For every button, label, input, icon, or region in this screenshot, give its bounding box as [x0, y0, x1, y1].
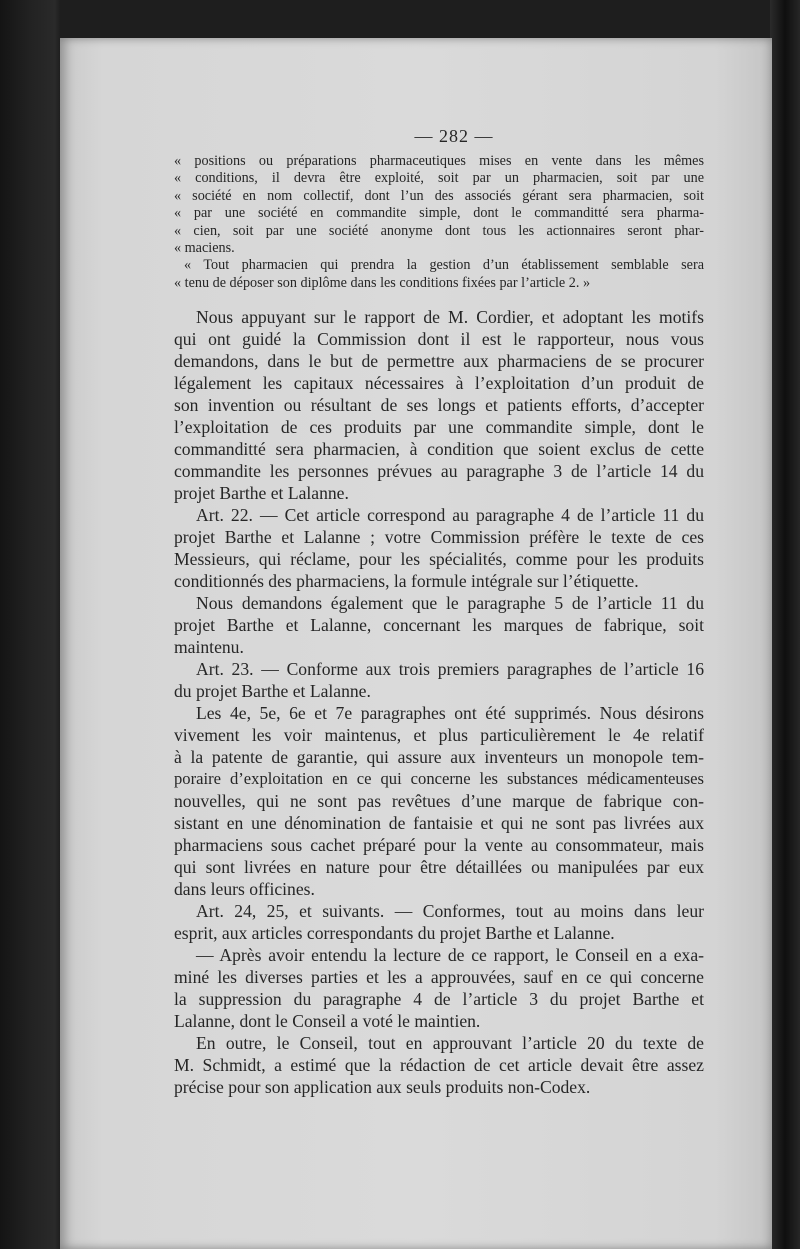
page-content [174, 90, 704, 1098]
quoted-article-text [174, 153, 704, 292]
paragraph [174, 504, 704, 592]
paragraph [174, 900, 704, 944]
text-line: Nous demandons également que le paragraphe 5 de l’article 11 du [196, 593, 704, 614]
text-line: du projet Barthe et Lalanne. [174, 681, 371, 702]
text-line: son invention ou résultant de ses longs et patients efforts, d’accepter [174, 395, 704, 416]
text-line: pharmaciens sous cachet préparé pour la vente au consommateur, mais [174, 835, 704, 856]
text-line: légalement les capitaux nécessaires à l’exploitation d’un produit de [174, 373, 704, 394]
text-line: projet Barthe et Lalanne ; votre Commission préfère le texte de ces [174, 527, 704, 548]
book-page [60, 38, 772, 1249]
text-line: vivement les voir maintenus, et plus particulièrement le 4e relatif [174, 725, 704, 746]
quote-line: « société en nom collectif, dont l’un des associés gérant sera pharmacien, soit [174, 187, 704, 204]
text-line: qui sont livrées en nature pour être détaillées ou manipulées par eux [174, 857, 704, 878]
text-line: conditionnés des pharmaciens, la formule intégrale sur l’étiquette. [174, 571, 639, 592]
text-line: précise pour son application aux seuls produits non-Codex. [174, 1077, 591, 1098]
paragraph [174, 658, 704, 702]
text-line: commandite les personnes prévues au paragraphe 3 de l’article 14 du [174, 461, 704, 482]
quote-line: « maciens. [174, 240, 235, 257]
quote-line: « Tout pharmacien qui prendra la gestion d’un établissement semblable sera [184, 257, 704, 274]
paragraph [174, 944, 704, 1032]
text-line: miné les diverses parties et les a approuvées, sauf en ce qui concerne [174, 967, 704, 988]
text-line: sistant en une dénomination de fantaisie et qui ne sont pas livrées aux [174, 813, 704, 834]
book-binding [770, 0, 800, 1249]
page-number: — 282 — [414, 126, 494, 146]
paragraph [174, 1032, 704, 1098]
text-line: M. Schmidt, a estimé que la rédaction de cet article devait être assez [174, 1055, 704, 1076]
text-line: l’exploitation de ces produits par une commandite simple, dont le [174, 417, 704, 438]
text-line: En outre, le Conseil, tout en approuvant l’article 20 du texte de [196, 1033, 704, 1054]
text-line: projet Barthe et Lalanne, concernant les marques de fabrique, soit [174, 615, 704, 636]
text-line: poraire d’exploitation en ce qui concerne les substances médicamenteuses [174, 769, 704, 789]
text-line: dans leurs officines. [174, 879, 315, 900]
text-line: Art. 22. — Cet article correspond au paragraphe 4 de l’article 11 du [196, 505, 704, 526]
text-line: la suppression du paragraphe 4 de l’article 3 du projet Barthe et [174, 989, 704, 1010]
text-line: — Après avoir entendu la lecture de ce rapport, le Conseil en a exa- [196, 945, 704, 966]
paragraph [174, 702, 704, 900]
text-line: Art. 24, 25, et suivants. — Conformes, tout au moins dans leur [196, 901, 704, 922]
body-text [174, 306, 704, 1098]
text-line: Messieurs, qui réclame, pour les spécialités, comme pour les produits [174, 549, 704, 570]
quote-line: « tenu de déposer son diplôme dans les conditions fixées par l’article 2. » [174, 274, 591, 291]
text-line: demandons, dans le but de permettre aux pharmaciens de se procurer [174, 351, 704, 372]
text-line: qui ont guidé la Commission dont il est le rapporteur, nous vous [174, 329, 704, 350]
quote-line: « conditions, il devra être exploité, soit par un pharmacien, soit par une [174, 170, 704, 187]
text-line: nouvelles, qui ne sont pas revêtues d’une marque de fabrique con- [174, 791, 704, 812]
text-line: commanditté sera pharmacien, à condition que soient exclus de cette [174, 439, 704, 460]
text-line: Nous appuyant sur le rapport de M. Cordier, et adoptant les motifs [196, 307, 704, 328]
text-line: Art. 23. — Conforme aux trois premiers paragraphes de l’article 16 [196, 659, 704, 680]
quote-line: « par une société en commandite simple, dont le commanditté sera pharma- [174, 205, 704, 222]
text-line: maintenu. [174, 637, 244, 658]
text-line: projet Barthe et Lalanne. [174, 483, 349, 504]
quote-line: « cien, soit par une société anonyme dont tous les actionnaires seront phar- [174, 222, 704, 239]
quote-line: « positions ou préparations pharmaceutiques mises en vente dans les mêmes [174, 153, 704, 169]
text-line: Les 4e, 5e, 6e et 7e paragraphes ont été supprimés. Nous désirons [196, 703, 704, 724]
text-line: esprit, aux articles correspondants du projet Barthe et Lalanne. [174, 923, 615, 944]
paragraph [174, 592, 704, 658]
paragraph [174, 306, 704, 504]
text-line: à la patente de garantie, qui assure aux inventeurs un monopole tem- [174, 747, 704, 768]
text-line: Lalanne, dont le Conseil a voté le maintien. [174, 1011, 481, 1032]
